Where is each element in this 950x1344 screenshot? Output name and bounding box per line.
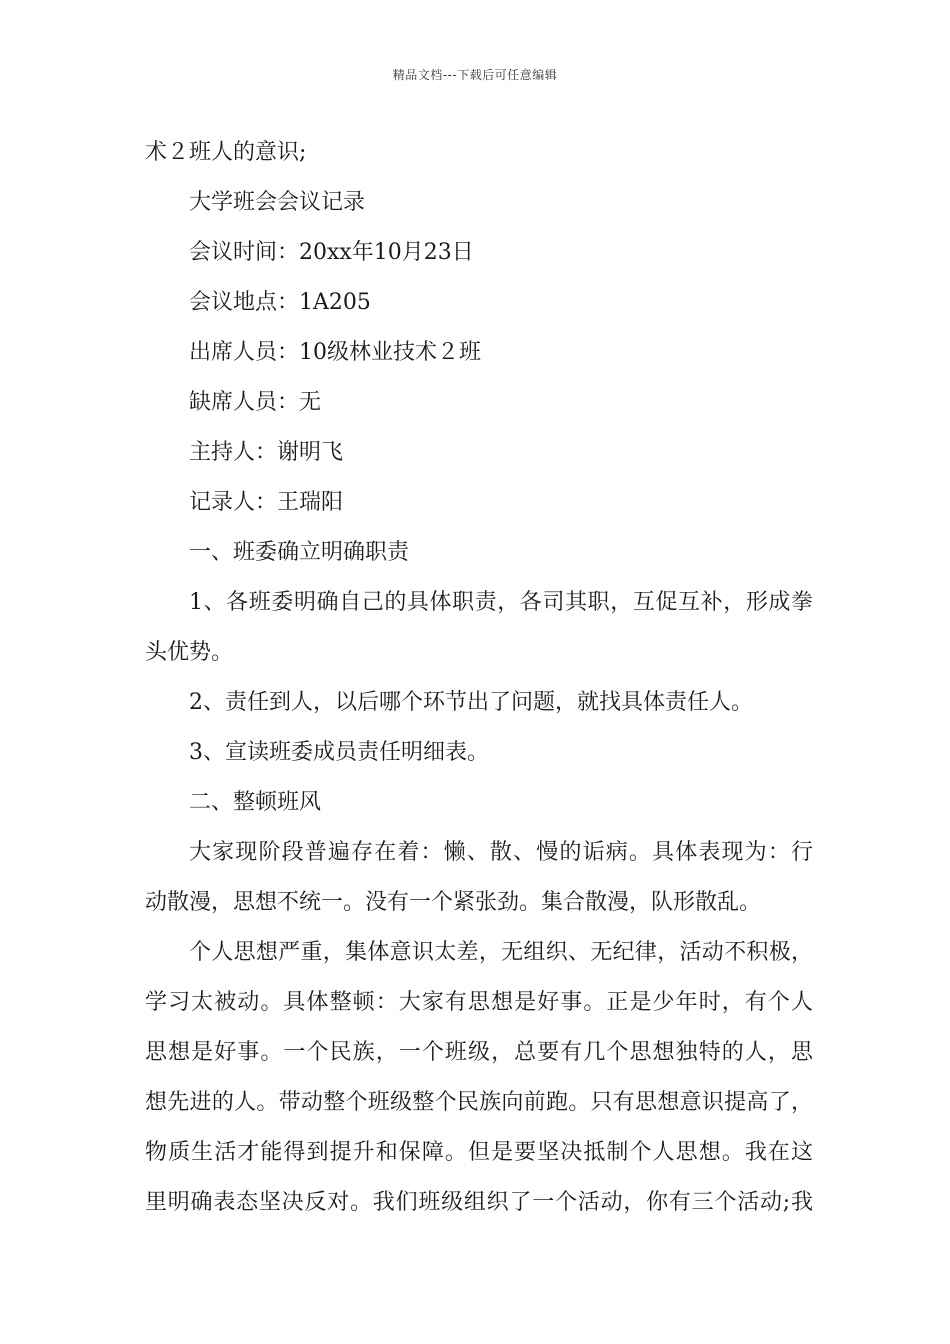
text-line: 3、宣读班委成员责任明细表。 [189,740,489,765]
text-line: 动散漫，思想不统一。没有一个紧张劲。集合散漫，队形散乱。 [145,890,762,915]
text-line: 头优势。 [145,640,234,665]
host: 主持人：谢明飞 [189,440,344,465]
absentees: 缺席人员：无 [189,390,322,415]
page-header: 精品文档---下载后可任意编辑 [392,68,558,82]
text-line: 思想是好事。一个民族，一个班级，总要有几个思想独特的人，思 [145,1040,813,1065]
text-line: 个人思想严重，集体意识太差，无组织、无纪律，活动不积极， [189,940,813,965]
text-line: 物质生活才能得到提升和保障。但是要坚决抵制个人思想。我在这 [145,1140,813,1165]
section-heading: 二、整顿班风 [189,790,322,815]
text-line: 里明确表态坚决反对。我们班级组织了一个活动，你有三个活动;我 [145,1190,813,1215]
text-line: 1、各班委明确自己的具体职责，各司其职，互促互补，形成拳 [189,590,813,615]
meeting-title: 大学班会会议记录 [189,190,366,215]
meeting-time: 会议时间：20xx年10月23日 [189,240,474,265]
meeting-location: 会议地点：1A205 [189,290,371,315]
text-line: 术２班人的意识; [145,140,307,165]
attendees: 出席人员：10级林业技术２班 [189,340,481,365]
recorder: 记录人：王瑞阳 [189,490,344,515]
text-line: 想先进的人。带动整个班级整个民族向前跑。只有思想意识提高了， [145,1090,813,1115]
text-line: 2、责任到人，以后哪个环节出了问题，就找具体责任人。 [189,690,753,715]
section-heading: 一、班委确立明确职责 [189,540,410,565]
text-line: 大家现阶段普遍存在着：懒、散、慢的诟病。具体表现为：行 [189,840,813,865]
text-line: 学习太被动。具体整顿：大家有思想是好事。正是少年时，有个人 [145,990,813,1015]
document-body [145,128,813,1228]
